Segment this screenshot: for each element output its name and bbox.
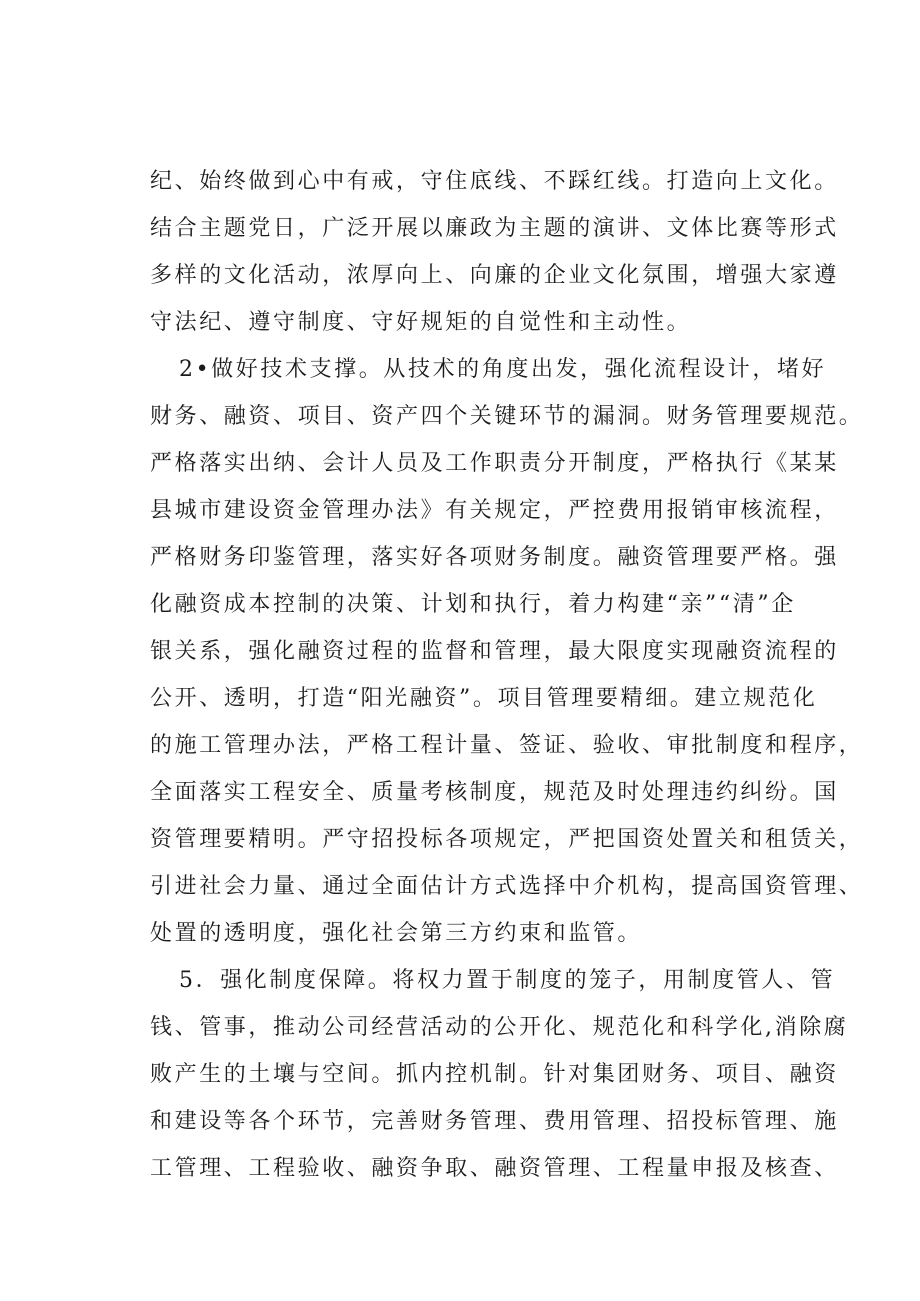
document-page (150, 158, 864, 1192)
text-line: 败产生的土壤与空间。抓内控机制。针对集团财务、项目、融资 (150, 1062, 839, 1087)
text-line: 工管理、工程验收、融资争取、融资管理、工程量申报及核查、 (150, 1156, 839, 1181)
text-line: 钱、管事，推动公司经营活动的公开化、规范化和科学化,消除腐 (150, 1015, 849, 1040)
text-line: 银关系，强化融资过程的监督和管理，最大限度实现融资流程的 (150, 639, 839, 664)
text-line: 守法纪、遵守制度、守好规矩的自觉性和主动性。 (150, 310, 692, 335)
text-line: 严格落实出纳、会计人员及工作职责分开制度，严格执行《某某 (150, 451, 839, 476)
paragraph-technical-support (150, 346, 864, 957)
text-line: 引进社会力量、通过全面估计方式选择中介机构，提高国资管理、 (150, 874, 864, 899)
text-line: 处置的透明度，强化社会第三方约束和监管。 (150, 921, 643, 946)
paragraph-culture (150, 158, 839, 346)
text-line: 全面落实工程安全、质量考核制度，规范及时处理违约纠纷。国 (150, 780, 839, 805)
text-line-first: 5．强化制度保障。将权力置于制度的笼子，用制度管人、管 (179, 968, 836, 993)
text-line: 纪、始终做到心中有戒，守住底线、不踩红线。打造向上文化。 (150, 169, 839, 194)
text-line: 县城市建设资金管理办法》有关规定，严控费用报销审核流程， (150, 498, 839, 523)
text-line: 资管理要精明。严守招投标各项规定，严把国资处置关和租赁关， (150, 827, 864, 852)
paragraph-institutional-guarantee (150, 957, 849, 1192)
text-line: 结合主题党日，广泛开展以廉政为主题的演讲、文体比赛等形式 (150, 216, 839, 241)
text-line-first: 2•做好技术支撑。从技术的角度出发，强化流程设计，堵好 (179, 357, 827, 382)
text-line: 严格财务印鉴管理，落实好各项财务制度。融资管理要严格。强 (150, 545, 839, 570)
text-line: 化融资成本控制的决策、计划和执行，着力构建“亲”“清”企 (150, 592, 796, 617)
text-line: 财务、融资、项目、资产四个关键环节的漏洞。财务管理要规范。 (150, 404, 864, 429)
text-line: 和建设等各个环节，完善财务管理、费用管理、招投标管理、施 (150, 1109, 839, 1134)
text-line: 多样的文化活动，浓厚向上、向廉的企业文化氛围，增强大家遵 (150, 263, 839, 288)
text-line: 公开、透明，打造“阳光融资”。项目管理要精细。建立规范化 (150, 686, 818, 711)
text-line: 的施工管理办法，严格工程计量、签证、验收、审批制度和程序， (150, 733, 864, 758)
